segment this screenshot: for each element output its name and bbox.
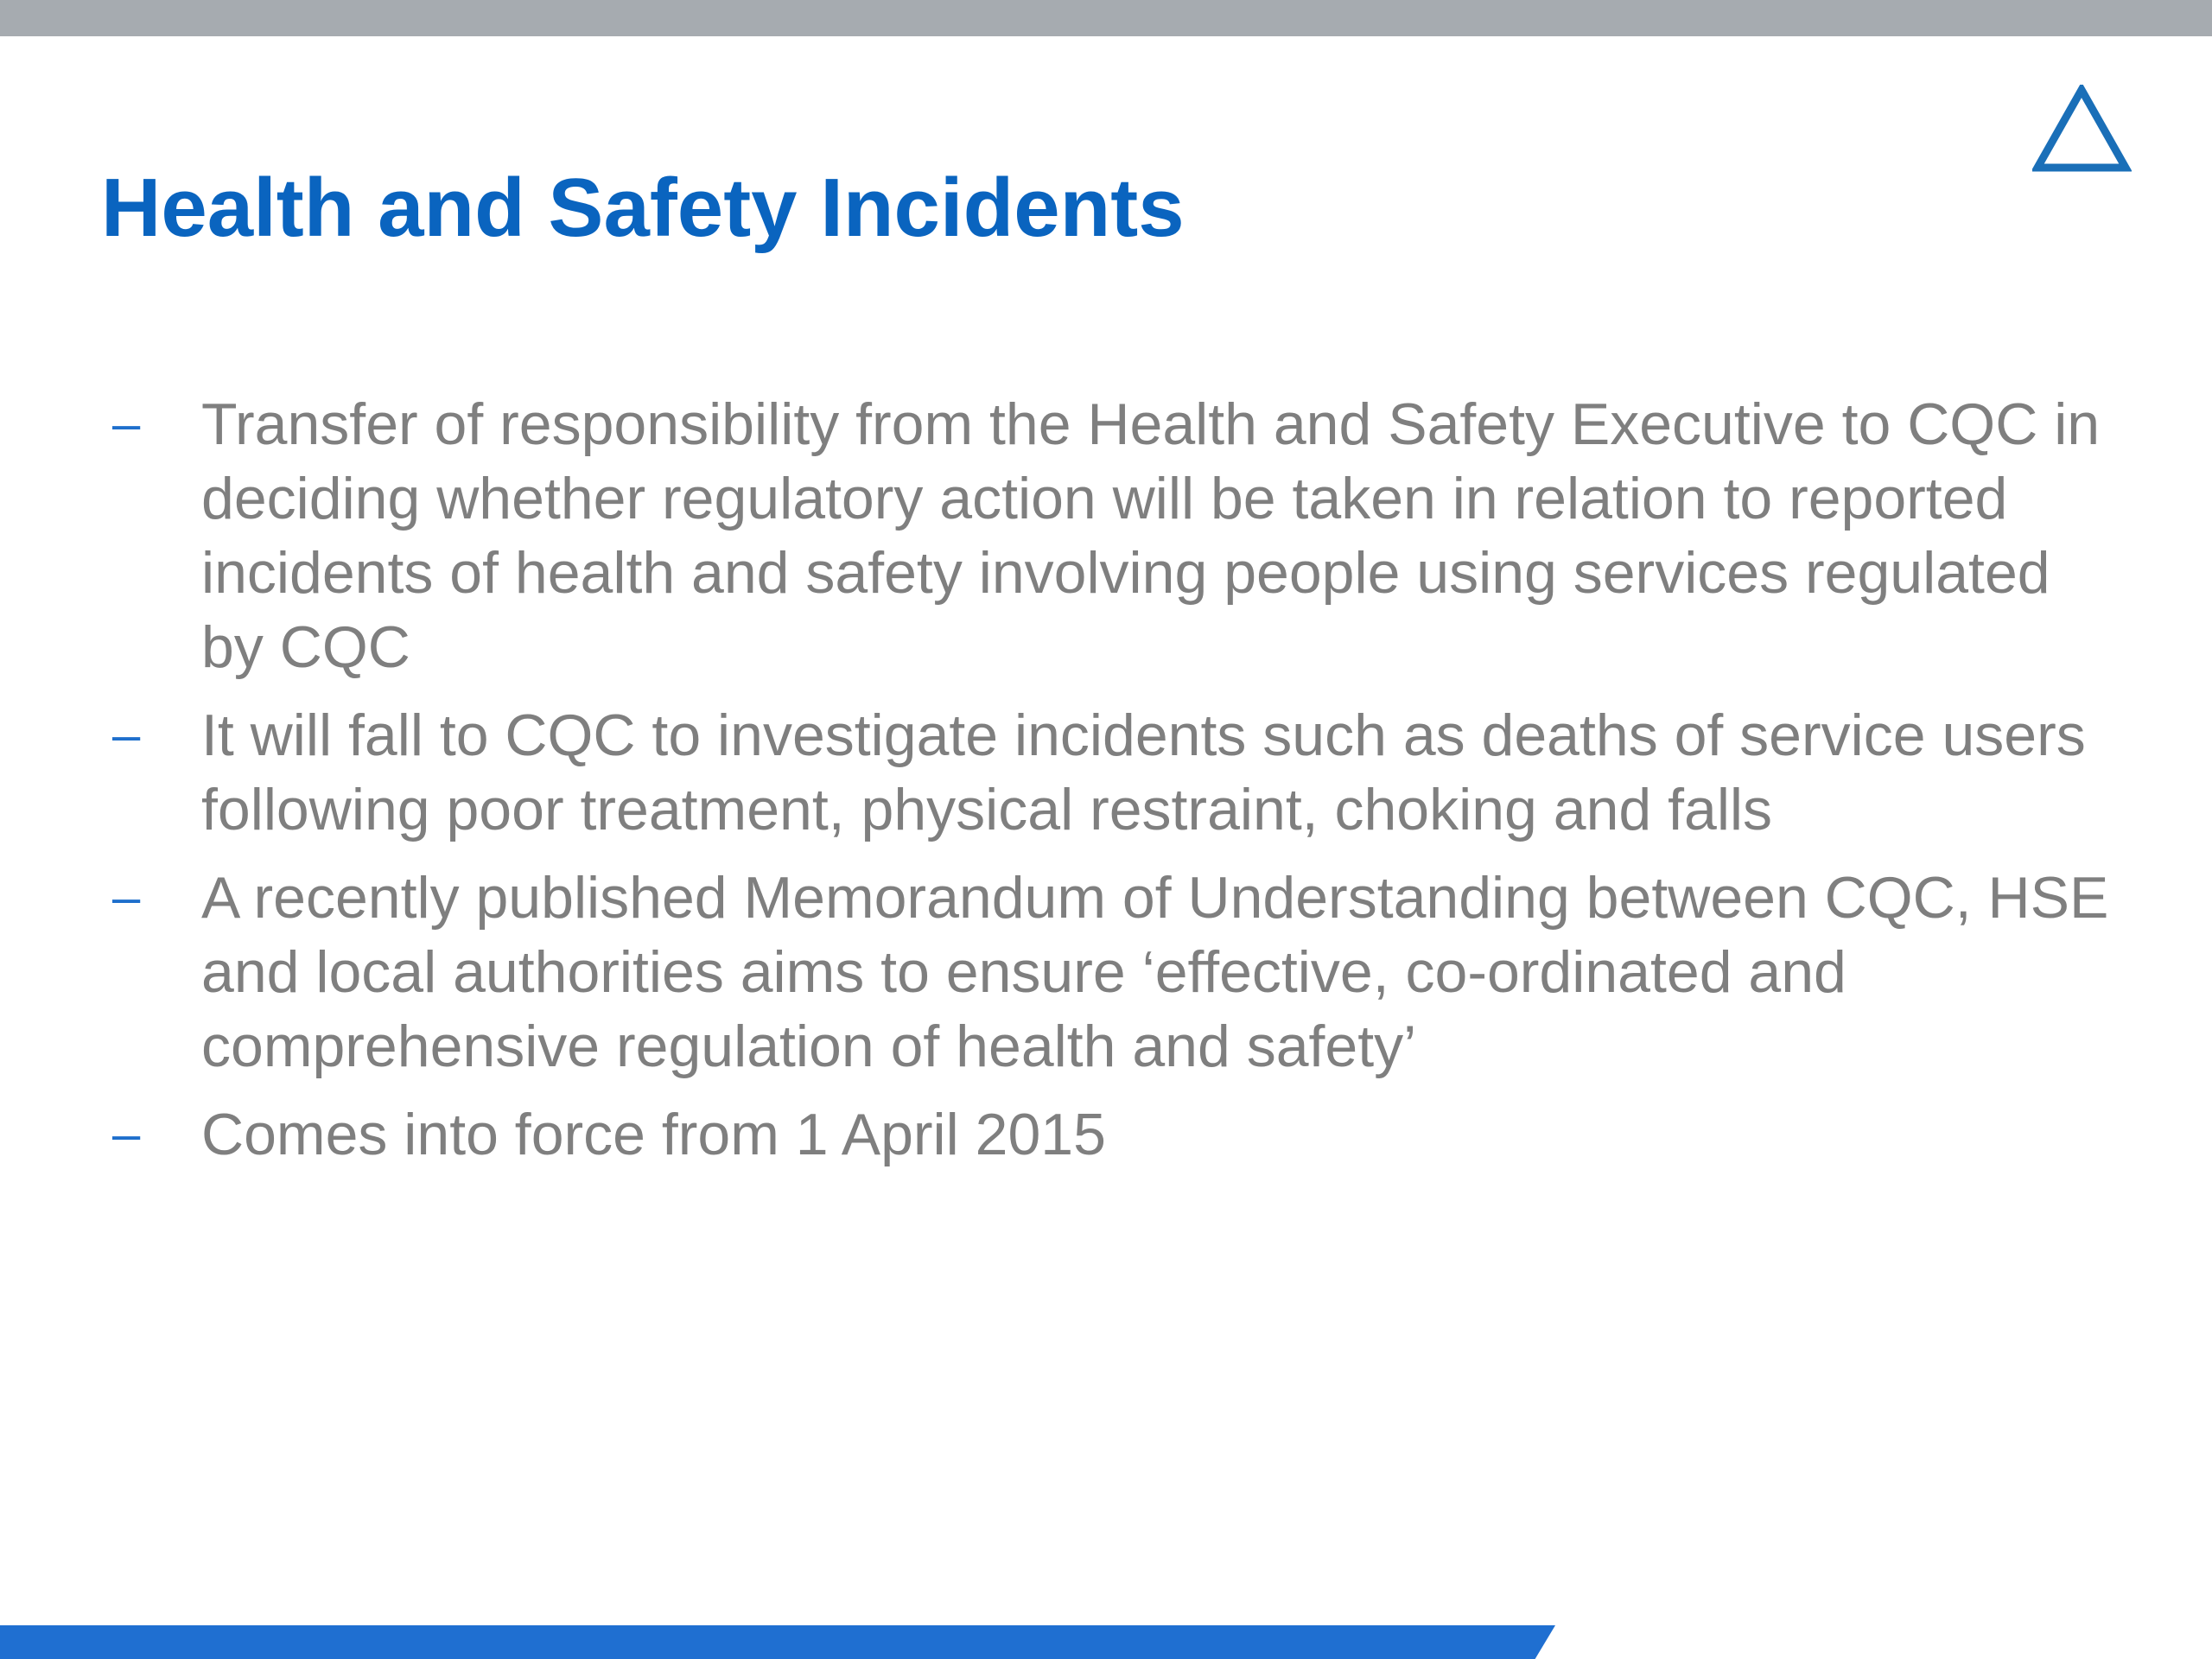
top-header-bar <box>0 0 2212 36</box>
bullet-text: Comes into force from 1 April 2015 <box>201 1102 1106 1167</box>
list-item <box>112 861 2126 1084</box>
bullet-text: It will fall to CQC to investigate incidents such as deaths of service users following poor treatment, physical restraint, choking and falls <box>201 702 2086 842</box>
bullet-text: Transfer of responsibility from the Health and Safety Executive to CQC in deciding whether regulatory action will be taken in relation to reported incidents of health and safety involving people using services regulated by CQC <box>201 391 2101 680</box>
slide-title: Health and Safety Incidents <box>101 162 1185 254</box>
list-item <box>112 1097 2126 1172</box>
dash-bullet-icon: – <box>112 1106 141 1162</box>
dash-bullet-icon: – <box>112 396 141 452</box>
bullet-text: A recently published Memorandum of Understanding between CQC, HSE and local authorities aims to ensure ‘effective, co-ordinated and comprehensive regulation of health and safety’ <box>201 865 2109 1079</box>
dash-bullet-icon: – <box>112 869 141 925</box>
bullet-list <box>112 387 2126 1185</box>
bottom-accent-bar <box>0 1625 1555 1659</box>
triangle-logo-icon <box>2032 85 2132 175</box>
list-item <box>112 387 2126 684</box>
list-item <box>112 698 2126 847</box>
dash-bullet-icon: – <box>112 707 141 763</box>
